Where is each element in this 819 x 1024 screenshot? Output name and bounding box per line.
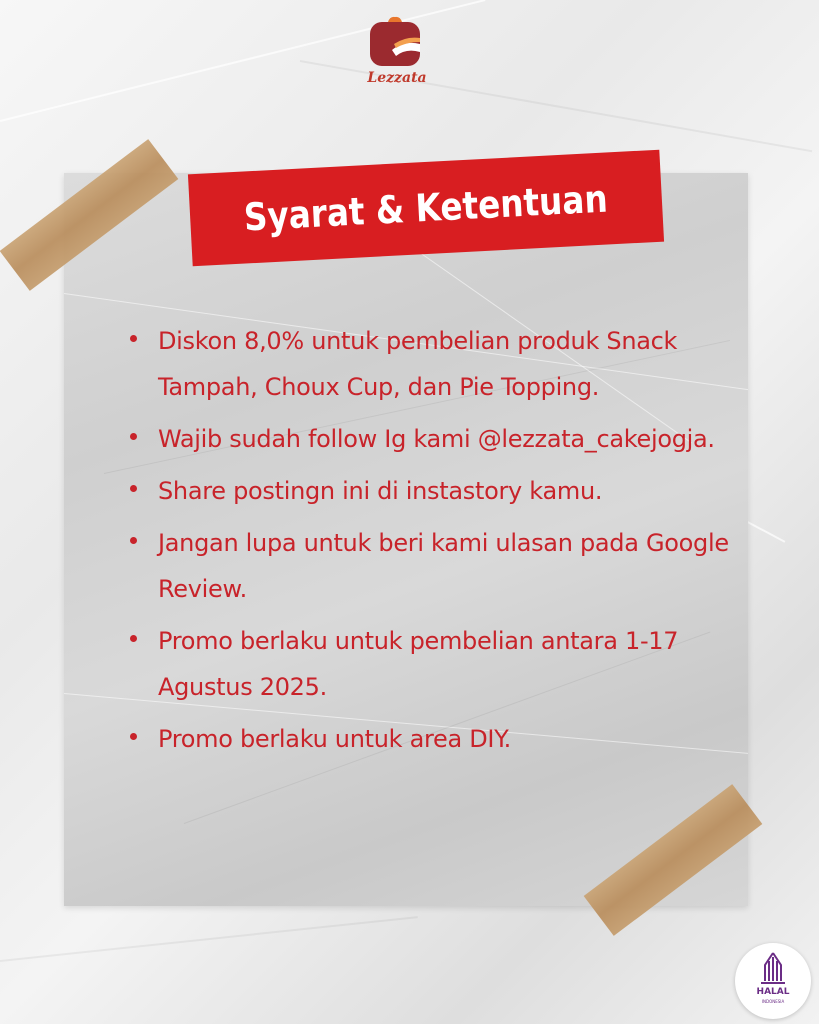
- background-crease: [0, 916, 418, 962]
- terms-list: [130, 318, 730, 768]
- list-item: [130, 520, 730, 612]
- halal-sublabel: INDONESIA: [761, 999, 785, 1004]
- term-text: Share postingn ini di instastory kamu.: [158, 477, 603, 505]
- list-item: [130, 468, 730, 514]
- list-item: [130, 618, 730, 710]
- lezzata-logo-icon: [368, 14, 422, 68]
- page-title: Syarat & Ketentuan: [243, 176, 609, 240]
- halal-logo-icon: [755, 951, 791, 987]
- bullet-icon: [130, 433, 137, 440]
- halal-label: HALAL: [756, 987, 790, 997]
- halal-badge: [735, 943, 811, 1019]
- bullet-icon: [130, 635, 137, 642]
- brand-name: Lezzata: [367, 70, 427, 86]
- term-text: Promo berlaku untuk pembelian antara 1-17 Agustus 2025.: [158, 627, 679, 701]
- list-item: [130, 716, 730, 762]
- list-item: [130, 318, 730, 410]
- brand-logo: [366, 8, 428, 90]
- bullet-icon: [130, 485, 137, 492]
- term-text: Diskon 8,0% untuk pembelian produk Snack Tampah, Choux Cup, dan Pie Topping.: [158, 327, 678, 401]
- term-text: Wajib sudah follow Ig kami @lezzata_cakejogja.: [158, 425, 715, 453]
- bullet-icon: [130, 733, 137, 740]
- term-text: Jangan lupa untuk beri kami ulasan pada Google Review.: [158, 529, 729, 603]
- term-text: Promo berlaku untuk area DIY.: [158, 725, 512, 753]
- bullet-icon: [130, 537, 137, 544]
- bullet-icon: [130, 335, 137, 342]
- list-item: [130, 416, 730, 462]
